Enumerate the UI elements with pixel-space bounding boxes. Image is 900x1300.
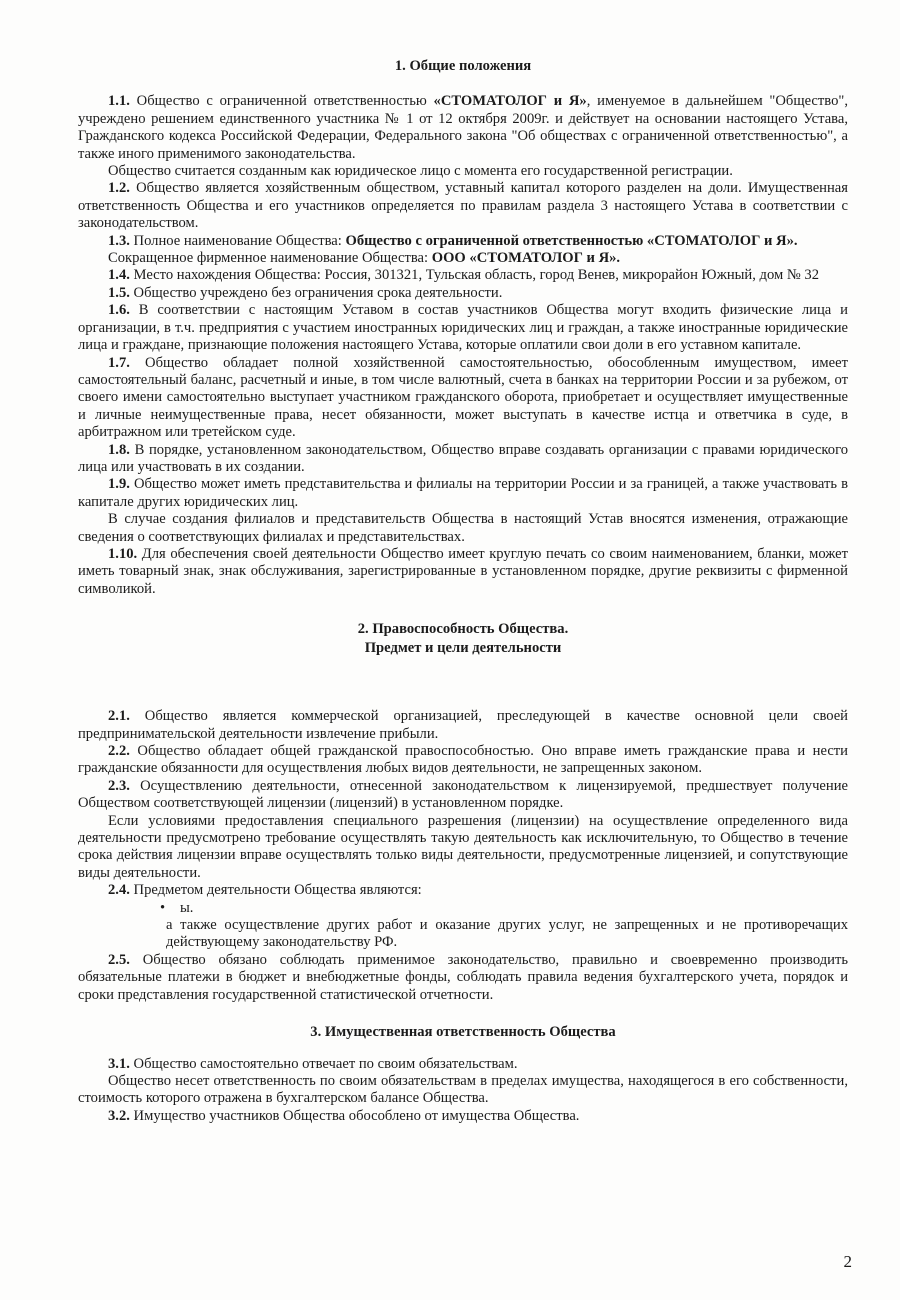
clause-number: 1.1.: [108, 93, 130, 110]
clause-text: Общество самостоятельно отвечает по своим обязательствам.: [129, 1055, 518, 1072]
short-name-bold: ООО «СТОМАТОЛОГ и Я».: [431, 250, 621, 267]
company-name-bold: «СТОМАТОЛОГ и Я»: [433, 93, 587, 110]
activity-list-text: ы.: [180, 899, 194, 916]
clause-1-1: [78, 93, 848, 163]
clause-1-3-short-name: [78, 250, 848, 267]
clause-text: Общество обладает полной хозяйственной самостоятельностью, обособленным имуществом, имеет самостоятельный баланс, расчетный и иные, в том числе валютный, счета в банках на территории России и за рубежом, от своего имени самостоятельно выступает участником гражданского оборота, приобретает и осуществляет имущественные и личные неимущественные права, несет обязанности, может выступать в качестве истца и ответчика в суде, в арбитражном или третейском суде.: [78, 354, 848, 441]
document-body: [78, 58, 848, 1125]
page-number: 2: [843, 1252, 852, 1271]
clause-number: 2.5.: [108, 951, 130, 968]
clause-text: Сокращенное фирменное наименование Общества:: [108, 250, 432, 267]
clause-text: Предметом деятельности Общества являются:: [129, 882, 422, 899]
clause-number: 1.3.: [108, 232, 130, 249]
clause-text: Общество учреждено без ограничения срока деятельности.: [129, 284, 503, 301]
clause-text: Общество обладает общей гражданской правоспособностью. Оно вправе иметь гражданские права и нести гражданские обязанности для осуществления любых видов деятельности, не запрещенных законом.: [78, 743, 848, 777]
clause-2-5: [78, 952, 848, 1004]
full-name-bold: Общество с ограниченной ответственностью «СТОМАТОЛОГ и Я».: [345, 232, 798, 249]
clause-2-4: [78, 882, 848, 899]
clause-2-1: [78, 708, 848, 743]
clause-1-10: [78, 546, 848, 598]
clause-text: Общество может иметь представительства и филиалы на территории России и за границей, а также участвовать в капитале других юридических лиц.: [78, 476, 848, 510]
clause-text: Место нахождения Общества: Россия, 301321, Тульская область, город Венев, микрорайон Южный, дом № 32: [129, 267, 820, 284]
activity-list-item: [78, 900, 848, 917]
clause-number: 1.5.: [108, 284, 130, 301]
section-3-title: 3. Имущественная ответственность Общества: [310, 1024, 616, 1041]
clause-number: 2.2.: [108, 743, 130, 759]
clause-1-5: [78, 285, 848, 302]
clause-3-1-continued: Общество несет ответственность по своим обязательствам в пределах имущества, находящегося в его собственности, стоимость которого отражена в бухгалтерском балансе Общества.: [78, 1072, 848, 1107]
clause-number: 3.2.: [108, 1107, 130, 1124]
section-2-title-line-2: Предмет и цели деятельности: [364, 640, 562, 657]
clause-3-2: [78, 1108, 848, 1125]
clause-2-3: [78, 778, 848, 813]
clause-3-1: [78, 1056, 848, 1073]
clause-number: 1.6.: [108, 302, 130, 319]
clause-number: 1.4.: [108, 267, 130, 284]
clause-text: , именуемое в дальнейшем "Общество", учреждено решением единственного участника № 1 от 12 октября 2009г. и действует на основании настоящего Устава, Гражданского кодекса Российской Федерации, Федерального закона "Об обществах с ограниченной ответственностью", а также иного применимого законодательства.: [78, 93, 848, 162]
clause-1-3: [78, 233, 848, 250]
clause-number: 1.7.: [108, 354, 130, 371]
clause-1-8: [78, 442, 848, 477]
clause-1-7: [78, 355, 848, 442]
clause-number: 1.2.: [108, 180, 130, 197]
clause-1-4: [78, 267, 848, 284]
clause-text: Имущество участников Общества обособлено от имущества Общества.: [129, 1107, 580, 1124]
clause-number: 1.10.: [108, 545, 138, 562]
clause-text: В порядке, установленном законодательством, Общество вправе создавать организации с правами юридического лица или участвовать в их создании.: [78, 441, 848, 475]
clause-1-6: [78, 302, 848, 354]
clause-1-9-continued: В случае создания филиалов и представительств Общества в настоящий Устав вносятся изменения, отражающие сведения о соответствующих филиалах и представительствах.: [78, 511, 848, 545]
clause-text: Общество является коммерческой организацией, преследующей в качестве основной цели своей предпринимательской деятельности извлечение прибыли.: [78, 708, 848, 742]
clause-number: 2.1.: [108, 708, 130, 725]
clause-text: Общество обязано соблюдать применимое законодательство, правильно и своевременно производить обязательные платежи в бюджет и внебюджетные фонды, соблюдать правила ведения бухгалтерского учета, порядок и сроки представления государственной статистической отчетности.: [78, 951, 848, 1003]
clause-text: Осуществлению деятельности, отнесенной законодательством к лицензируемой, предшествует получение Обществом соответствующей лицензии (лицензий) в установленном порядке.: [78, 777, 848, 812]
clause-text: Полное наименование Общества:: [129, 232, 346, 249]
clause-1-2: [78, 180, 848, 232]
activity-list-note: а также осуществление других работ и оказание других услуг, не запрещенных и не противоречащих действующему законодательству РФ.: [166, 917, 848, 951]
clause-number: 2.3.: [108, 777, 130, 794]
clause-number: 2.4.: [108, 882, 130, 899]
clause-2-3-continued: Если условиями предоставления специального разрешения (лицензии) на осуществление определенного вида деятельности предусмотрено требование осуществлять такую деятельность как исключительную, то Общество в течение срока действия лицензии вправе осуществлять только виды деятельности, предусмотренные лицензией, и сопутствующие виды деятельности.: [78, 812, 848, 881]
section-2-title: [78, 620, 848, 658]
section-2-title-line-1: 2. Правоспособность Общества.: [357, 621, 569, 638]
clause-text: Для обеспечения своей деятельности Общество имеет круглую печать со своим наименованием, бланки, может иметь товарный знак, знак обслуживания, зарегистрированные в установленном порядке, другие реквизиты с фирменной символикой.: [78, 545, 848, 597]
bullet-icon: •: [160, 899, 166, 916]
clause-1-9: [78, 476, 848, 511]
clause-number: 1.9.: [108, 476, 130, 493]
clause-text: В соответствии с настоящим Уставом в состав участников Общества могут входить физические лица и организации, в т.ч. предприятия с участием иностранных юридических лиц и граждан, а также иностранные юридические лица и граждане, признающие положения настоящего Устава, которые оплатили свои доли в его уставном капитале.: [78, 302, 848, 354]
clause-text: Общество является хозяйственным обществом, уставный капитал которого разделен на доли. Имущественная ответственность Общества и его участников определяется по правилам раздела 3 настоящего Устава в соответствии с законодательством.: [78, 180, 848, 232]
clause-2-2: [78, 743, 848, 778]
section-1-title: 1. Общие положения: [394, 58, 532, 74]
clause-1-1-continued: Общество считается созданным как юридическое лицо с момента его государственной регистрации.: [108, 163, 733, 180]
clause-text: Общество с ограниченной ответственностью: [129, 93, 434, 110]
clause-number: 1.8.: [108, 441, 130, 458]
clause-number: 3.1.: [108, 1055, 130, 1072]
